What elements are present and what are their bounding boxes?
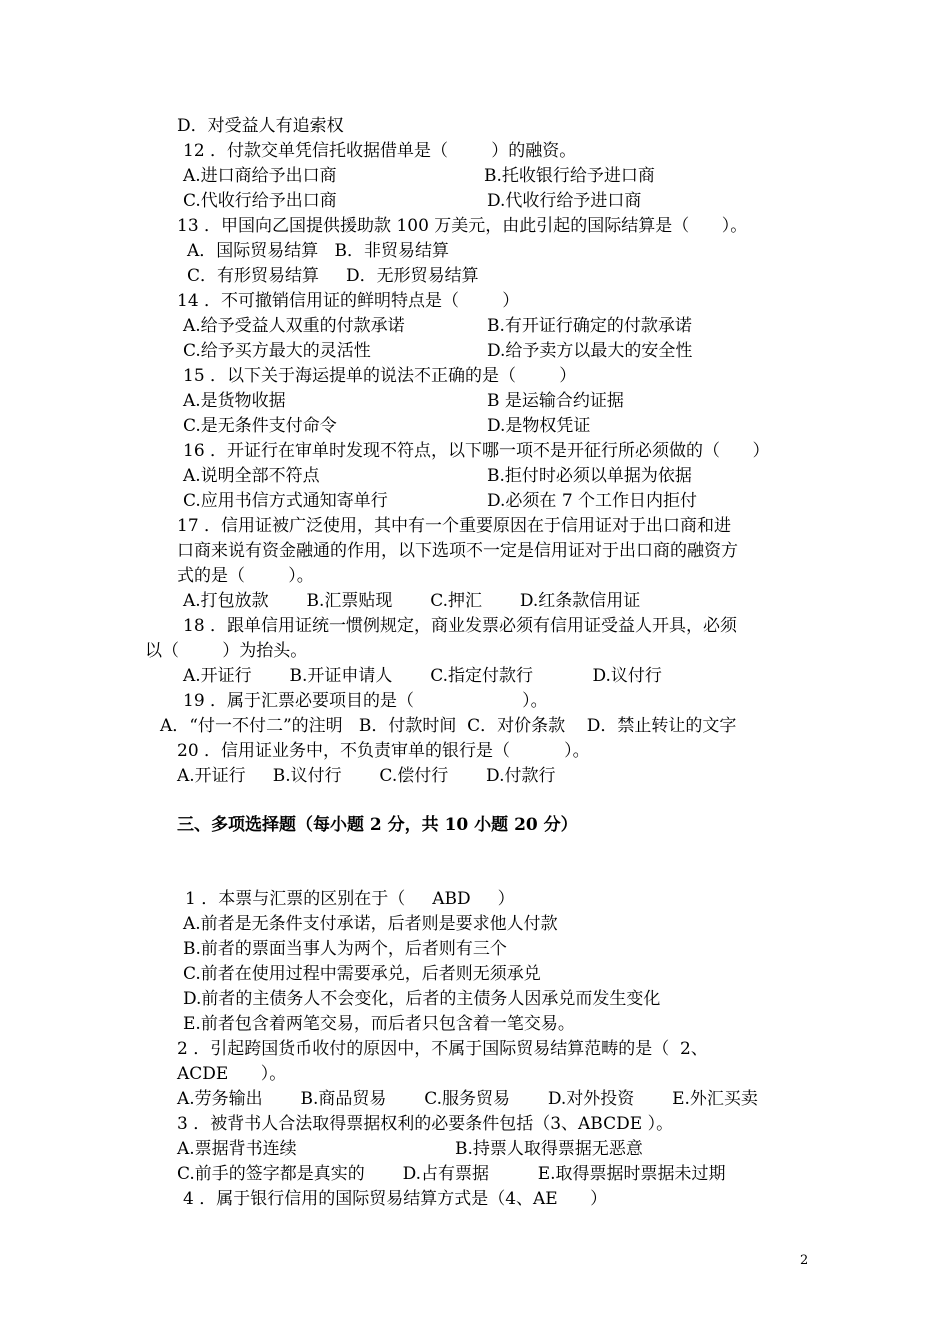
q12-option-c: C.代收行给予出口商 <box>183 191 337 211</box>
q14-option-d: D.给予卖方以最大的安全性 <box>487 341 693 361</box>
q16-option-c: C.应用书信方式通知寄单行 <box>183 491 388 511</box>
q14-option-c: C.给予买方最大的灵活性 <box>183 341 371 361</box>
m1-option-c: C.前者在使用过程中需要承兑，后者则无须承兑 <box>183 964 541 984</box>
q20-options: A.开证行 B.议付行 C.偿付行 D.付款行 <box>177 766 556 786</box>
m2-stem-line2: ACDE ）。 <box>177 1064 287 1084</box>
q14-stem: 14 ．不可撤销信用证的鲜明特点是（ ） <box>177 291 520 311</box>
m1-stem: 1 ．本票与汇票的区别在于（ ABD ） <box>185 889 515 909</box>
q16-option-a: A.说明全部不符点 <box>183 466 320 486</box>
q14-option-a: A.给予受益人双重的付款承诺 <box>183 316 405 336</box>
q17-options: A.打包放款 B.汇票贴现 C.押汇 D.红条款信用证 <box>183 591 641 611</box>
q15-option-a: A.是货物收据 <box>183 391 286 411</box>
q12-option-b: B.托收银行给予进口商 <box>484 166 655 186</box>
m1-option-b: B.前者的票面当事人为两个，后者则有三个 <box>183 939 507 959</box>
m3-option-b: B.持票人取得票据无恶意 <box>455 1139 643 1159</box>
q15-stem: 15 ．以下关于海运提单的说法不正确的是（ ） <box>183 366 577 386</box>
q16-option-b: B.拒付时必须以单据为依据 <box>487 466 692 486</box>
q19-options: A．“付一不付二”的注明 B．付款时间 C．对价条款 D．禁止转让的文字 <box>160 716 737 736</box>
q15-option-d: D.是物权凭证 <box>487 416 591 436</box>
m1-option-e: E.前者包含着两笔交易，而后者只包含着一笔交易。 <box>183 1014 575 1034</box>
q16-option-d: D.必须在 7 个工作日内拒付 <box>487 491 698 511</box>
m2-stem-line1: 2 ．引起跨国货币收付的原因中，不属于国际贸易结算范畴的是（ 2、 <box>177 1039 708 1059</box>
m4-stem: 4 ．属于银行信用的国际贸易结算方式是（4、AE ） <box>183 1189 608 1209</box>
page-number: 2 <box>800 1253 809 1268</box>
q16-stem: 16 ．开证行在审单时发现不符点，以下哪一项不是开征行所必须做的（ ） <box>183 441 770 461</box>
q13-stem: 13 ．甲国向乙国提供援助款 100 万美元，由此引起的国际结算是（ ）。 <box>177 216 748 236</box>
q15-option-c: C.是无条件支付命令 <box>183 416 337 436</box>
q13-options-cd: C．有形贸易结算 D．无形贸易结算 <box>187 266 479 286</box>
q12-option-a: A.进口商给予出口商 <box>183 166 337 186</box>
q17-stem-line2: 口商来说有资金融通的作用，以下选项不一定是信用证对于出口商的融资方 <box>177 541 738 561</box>
q18-stem-line2: 以（ ）为抬头。 <box>145 641 308 661</box>
q11-option-d: D．对受益人有追索权 <box>177 116 344 136</box>
m2-options: A.劳务输出 B.商品贸易 C.服务贸易 D.对外投资 E.外汇买卖 <box>177 1089 758 1109</box>
q12-option-d: D.代收行给予进口商 <box>487 191 642 211</box>
m3-options-cde: C.前手的签字都是真实的 D.占有票据 E.取得票据时票据未过期 <box>177 1164 726 1184</box>
section-3-heading: 三、多项选择题（每小题 2 分，共 10 小题 20 分） <box>177 815 578 835</box>
m3-stem: 3 ．被背书人合法取得票据权利的必要条件包括（3、ABCDE ）。 <box>177 1114 674 1134</box>
q15-option-b: B 是运输合约证据 <box>487 391 624 411</box>
q17-stem-line1: 17 ．信用证被广泛使用，其中有一个重要原因在于信用证对于出口商和进 <box>177 516 732 536</box>
q17-stem-line3: 式的是（ ）。 <box>177 566 314 586</box>
q14-option-b: B.有开证行确定的付款承诺 <box>487 316 692 336</box>
m1-option-d: D.前者的主债务人不会变化，后者的主债务人因承兑而发生变化 <box>183 989 661 1009</box>
q19-stem: 19 ．属于汇票必要项目的是（ ）。 <box>183 691 548 711</box>
q20-stem: 20 ．信用证业务中，不负责审单的银行是（ ）。 <box>177 741 590 761</box>
m3-option-a: A.票据背书连续 <box>177 1139 297 1159</box>
q12-stem: 12 ．付款交单凭信托收据借单是（ ）的融资。 <box>183 141 577 161</box>
q13-options-ab: A．国际贸易结算 B．非贸易结算 <box>187 241 449 261</box>
m1-option-a: A.前者是无条件支付承诺，后者则是要求他人付款 <box>183 914 558 934</box>
q18-options: A.开证行 B.开证申请人 C.指定付款行 D.议付行 <box>183 666 662 686</box>
q18-stem-line1: 18 ．跟单信用证统一惯例规定，商业发票必须有信用证受益人开具，必须 <box>183 616 738 636</box>
